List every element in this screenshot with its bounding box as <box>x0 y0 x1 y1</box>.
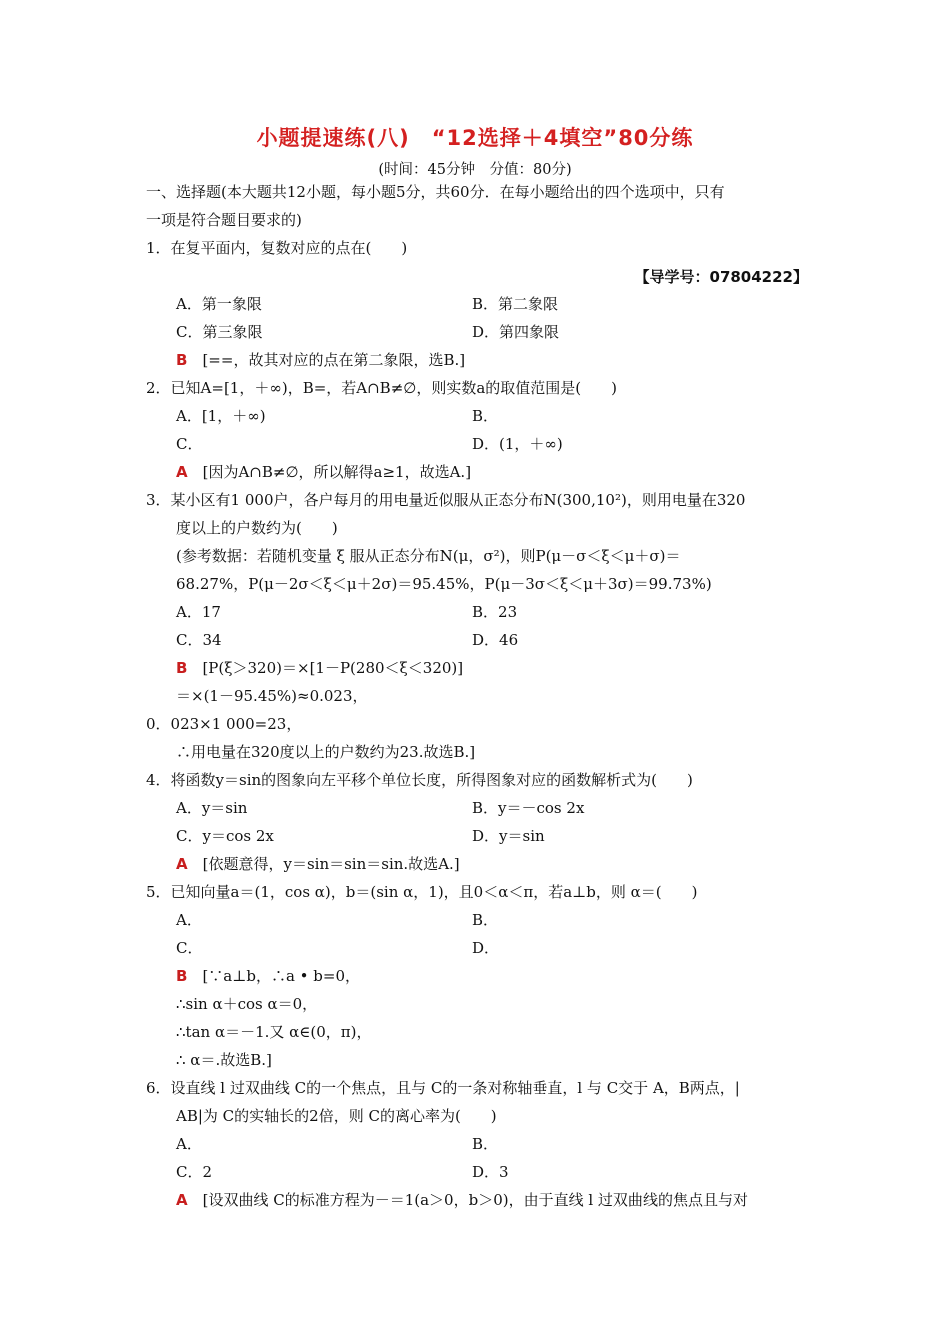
question-6-solution <box>176 1190 748 1210</box>
question-3-option-c: C．34 <box>176 631 222 649</box>
question-2-option-c: C． <box>176 435 203 453</box>
question-5-option-c: C． <box>176 939 203 957</box>
question-3-option-a: A．17 <box>176 603 221 621</box>
solution-text: [∵a⊥b，∴a • b=0， <box>202 967 360 985</box>
answer-letter: B <box>176 659 188 677</box>
question-4-option-b: B．y＝－cos 2x <box>472 799 585 817</box>
question-2-option-d: D．(1，＋∞) <box>472 435 563 453</box>
question-2-stem: 2．已知A=[1，＋∞)，B=，若A∩B≠∅，则实数a的取值范围是( ) <box>146 379 617 397</box>
guide-number: 【导学号：07804222】 <box>634 268 808 286</box>
question-5-option-d: D． <box>472 939 500 957</box>
question-3-solution-line-3: 0．023×1 000=23， <box>146 715 302 733</box>
question-5-solution-line-2: ∴sin α＋cos α＝0， <box>176 995 318 1013</box>
question-3-option-d: D．46 <box>472 631 519 649</box>
question-6-option-b: B． <box>472 1135 499 1153</box>
solution-text: [P(ξ＞320)＝×[1－P(280＜ξ＜320)] <box>202 659 464 677</box>
question-4-option-a: A．y＝sin <box>176 799 248 817</box>
question-2-solution <box>176 462 471 482</box>
question-1-option-a: A．第一象限 <box>176 295 262 313</box>
question-4-option-c: C．y＝cos 2x <box>176 827 274 845</box>
question-1-option-c: C．第三象限 <box>176 323 263 341</box>
question-4-option-d: D．y＝sin <box>472 827 545 845</box>
question-3-stem: 3．某小区有1 000户，各户每月的用电量近似服从正态分布N(300,10²)，则用电量在320 <box>146 491 746 509</box>
solution-text: [设双曲线 C的标准方程为－＝1(a＞0，b＞0)，由于直线 l 过双曲线的焦点且与对 <box>202 1191 748 1209</box>
page-subtitle: (时间：45分钟 分值：80分) <box>378 162 572 178</box>
question-6-stem: 6．设直线 l 过双曲线 C的一个焦点，且与 C的一条对称轴垂直，l 与 C交于 A，B两点，| <box>146 1079 740 1097</box>
question-4-solution <box>176 854 460 874</box>
question-3-option-b: B．23 <box>472 603 518 621</box>
question-1-solution <box>176 350 465 370</box>
question-6-option-c: C．2 <box>176 1163 213 1181</box>
answer-letter: A <box>176 855 188 873</box>
answer-letter: B <box>176 351 188 369</box>
solution-text: [因为A∩B≠∅，所以解得a≥1，故选A.] <box>202 463 472 481</box>
question-3-solution-line-2: ＝×(1－95.45%)≈0.023， <box>176 687 368 705</box>
question-3-reference-data-cont: 68.27%，P(μ－2σ＜ξ＜μ＋2σ)＝95.45%，P(μ－3σ＜ξ＜μ＋3σ)＝99.73%) <box>176 575 712 593</box>
question-6-option-a: A． <box>176 1135 202 1153</box>
question-2-option-a: A．[1，＋∞) <box>176 407 266 425</box>
question-5-solution-line-4: ∴ α＝.故选B.] <box>176 1051 272 1069</box>
question-3-reference-data: (参考数据：若随机变量 ξ 服从正态分布N(μ，σ²)，则P(μ－σ＜ξ＜μ＋σ)＝ <box>176 547 681 565</box>
question-5-solution-line-3: ∴tan α＝－1.又 α∈(0，π)， <box>176 1023 372 1041</box>
question-5-option-b: B． <box>472 911 499 929</box>
question-4-stem: 4．将函数y＝sin的图象向左平移个单位长度，所得图象对应的函数解析式为( ) <box>146 771 693 789</box>
solution-text: [依题意得，y＝sin＝sin＝sin.故选A.] <box>202 855 460 873</box>
question-5-solution <box>176 966 360 986</box>
question-3-stem-cont: 度以上的户数约为( ) <box>176 519 338 537</box>
section-intro-cont: 一项是符合题目要求的) <box>146 211 302 229</box>
question-3-solution <box>176 658 463 678</box>
question-5-option-a: A． <box>176 911 202 929</box>
question-2-option-b: B． <box>472 407 499 425</box>
question-6-stem-cont: AB|为 C的实轴长的2倍，则 C的离心率为( ) <box>176 1107 497 1125</box>
question-5-stem: 5．已知向量a＝(1，cos α)，b＝(sin α，1)，且0＜α＜π，若a⊥b，则 α＝( ) <box>146 883 698 901</box>
question-1-option-d: D．第四象限 <box>472 323 560 341</box>
answer-letter: A <box>176 463 188 481</box>
answer-letter: A <box>176 1191 188 1209</box>
solution-text: [==，故其对应的点在第二象限，选B.] <box>202 351 466 369</box>
page-title: 小题提速练(八) “12选择＋4填空”80分练 <box>256 126 694 150</box>
question-6-option-d: D．3 <box>472 1163 509 1181</box>
answer-letter: B <box>176 967 188 985</box>
section-intro: 一、选择题(本大题共12小题，每小题5分，共60分．在每小题给出的四个选项中，只有 <box>146 183 725 201</box>
question-1-option-b: B．第二象限 <box>472 295 559 313</box>
question-1-stem: 1．在复平面内，复数对应的点在( ) <box>146 239 408 257</box>
question-3-solution-line-4: ∴用电量在320度以上的户数约为23.故选B.] <box>176 743 476 761</box>
